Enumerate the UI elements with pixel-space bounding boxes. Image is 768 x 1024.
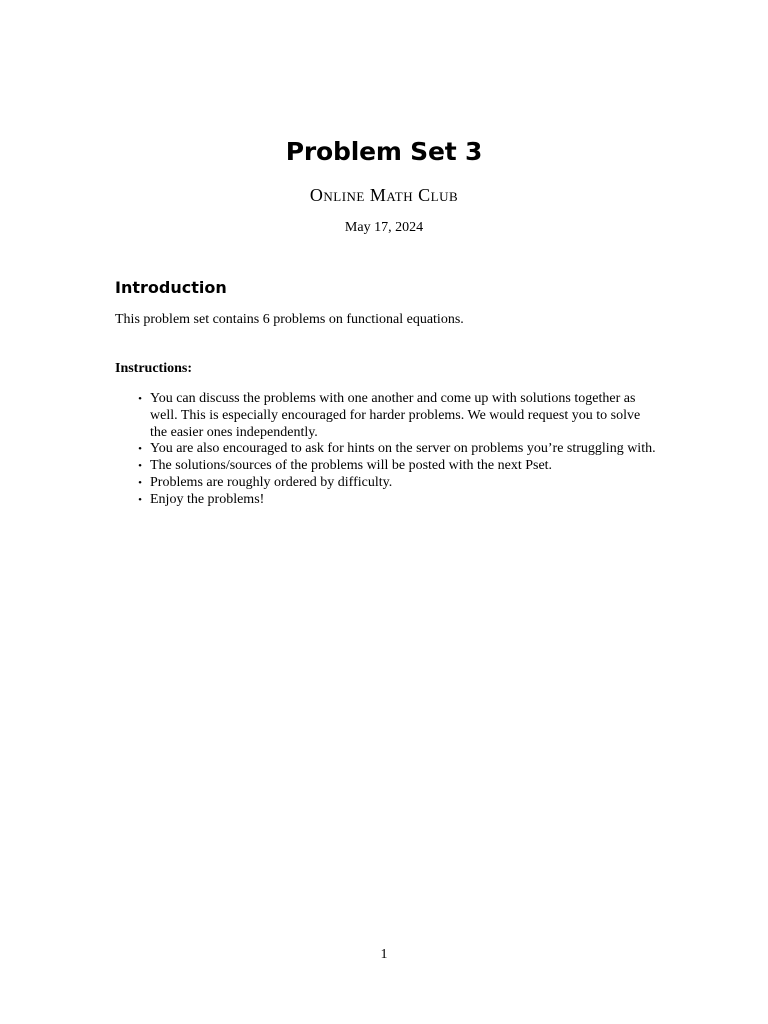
document-title: Problem Set 3	[285, 137, 483, 166]
list-item-text: You can discuss the problems with one another and come up with solutions together as well. This is especially encouraged for harder problems. We would request you to solve the easier ones independently.	[150, 391, 641, 440]
bullet-icon: •	[138, 493, 142, 506]
document-author: Online Math Club	[309, 185, 459, 205]
list-item	[115, 475, 657, 492]
list-item	[115, 441, 657, 458]
list-item	[115, 391, 657, 441]
page-number: 1	[380, 947, 388, 962]
list-item-text: Enjoy the problems!	[150, 491, 265, 507]
document-date: May 17, 2024	[344, 220, 424, 235]
bullet-icon: •	[138, 443, 142, 456]
introduction-heading: Introduction	[115, 278, 227, 297]
list-item-text: The solutions/sources of the problems will be posted with the next Pset.	[150, 458, 553, 474]
list-item	[115, 458, 657, 475]
list-item	[115, 492, 657, 509]
instructions-heading: Instructions:	[115, 361, 193, 376]
list-item-text: You are also encouraged to ask for hints on the server on problems you’re struggling with.	[150, 441, 656, 457]
bullet-icon: •	[138, 460, 142, 473]
list-item-text: Problems are roughly ordered by difficulty.	[150, 474, 393, 490]
bullet-icon: •	[138, 393, 142, 405]
introduction-text: This problem set contains 6 problems on functional equations.	[115, 312, 464, 327]
bullet-icon: •	[138, 476, 142, 489]
instructions-list	[115, 391, 657, 509]
